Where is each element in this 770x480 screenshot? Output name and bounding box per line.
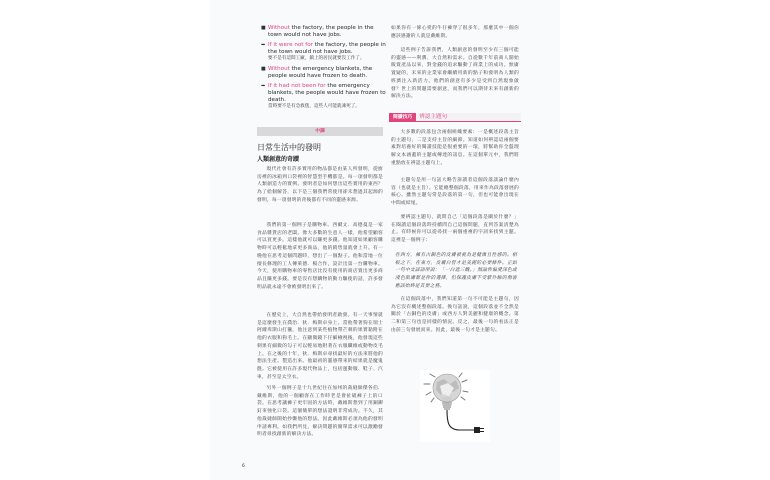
example-item bbox=[262, 42, 386, 63]
page-number: 6 bbox=[242, 464, 245, 469]
highlight-phrase: Without bbox=[268, 65, 290, 72]
tip-paragraph: 主題句是用一句話大略告訴讀者這個段落談論什麼內容（也就是主旨）。它能總整個段落，用來作為段落發展的核心。雖然主題句常是段落的第一句，但也可能會出現在中間或結尾。 bbox=[391, 178, 519, 207]
example-item bbox=[262, 83, 386, 111]
article-title: 日常生活中的發明 bbox=[257, 143, 321, 152]
example-sentences bbox=[262, 25, 386, 113]
reading-tip-badge: 閱讀技巧 bbox=[389, 113, 416, 122]
translation: 當時要不是有急救毯，這些人可能就凍死了。 bbox=[268, 103, 360, 109]
article-subtitle: 人類創意的奇蹟 bbox=[257, 156, 300, 163]
bullet-icon: ■ bbox=[261, 25, 266, 31]
reading-tip-title: 辨認主題句 bbox=[416, 113, 521, 122]
article-paragraph: 我們的第一個例子是購物車。西爾文．高德曼是一家食品雜貨店的老闆。像大多數的生意人一樣，他希望顧客可以買更多。這樣他就可以賺更多錢。他知道如果顧客購物時可以輕鬆地拿更多商品，他的銷售量就會上升。有一晚他在思考這個問題時，想出了一個點子。他和當地一位擅長修理的工人傳萊德．楊合作，設計出第一台購物車。今天，使用購物車的零售店比沒有使用的商店賣出更多商品且賺更多錢。要是沒有想購物的動力驅使的話，許多發明品就永遠不會被發明出來了。 bbox=[257, 223, 383, 290]
example-item bbox=[262, 66, 386, 80]
example-text: the emergency blankets, the people would have frozen to death. bbox=[268, 65, 373, 79]
arrow-icon: ➡ bbox=[261, 82, 266, 89]
article-paragraph: 另外一個例子是十九世紀住在加州的裁縫師傑各伯．戴維斯，他的一個顧客在工作時老是會扯破褲子上的口袋。在思考讓褲子更牢固的方法時，戴維斯想到了用銅鉚釘來強化口袋。這個簡單的想法證明非常成功。不久，其他裁縫師開始抄襲他的想法。因此戴維斯必須為他的發明申請專利。如我們所見，解決問題的簡單需求可以激勵發明者尋找創新的解決方法。 bbox=[257, 386, 383, 438]
translation: 要不是有這間工廠，鎮上的居民就要沒工作了。 bbox=[268, 56, 365, 61]
lightbulb-illustration bbox=[420, 370, 490, 442]
highlight-phrase: If it were not for bbox=[268, 42, 313, 48]
tip-paragraph: 要辨認主題句，就問自己「這個段落是關於什麼？」在閱讀這個段落時持續問自己這個問題，直到答案清楚為止。有時候你可以從尋找一兩個重複的字詞來找到主題。這裡是一個例子： bbox=[391, 215, 519, 244]
article-paragraph: 在歷史上，大自然也帶給發明者啟發。有一天事情就是這麼發生在喬治．狄．梅斯卓身上。當他帶著狗在瑞士阿爾卑斯山打獵，他注意到某些植物帶芒刺的果實黏附在他的衣服和狗毛上。在顯微鏡下仔細檢視後，他發現這些刺果有細微的勾子可以輕易地附著在衣服纖維或動物皮毛上。在之後的十年，狄．梅斯卓尋找最好的方法來將他的想法生產。製造出來。他最初的靈感帶來的結果就是魔鬼氈。它被使用在許多現代物品上，包括運動服、鞋子、汽車，甚至是太空衣。 bbox=[257, 313, 383, 380]
bullet-icon: ■ bbox=[261, 65, 266, 72]
reading-tip-header bbox=[389, 113, 521, 122]
tip-paragraph: 在這個段落中，我們知道第一句不可能是主題句，因為它沒有概述整個段落。換句話說，這個段落並不全然是關於「古銅色的皮膚」或西方人對美麗和健康的概念。第二和第三句也是同樣的情況。反之，最後一句的看法正是由前三句發展而來。因此，最後一句才是主題句。 bbox=[391, 297, 519, 333]
tip-example-paragraph: 在西方，擁有古銅色的皮膚被視為是健康且性感的。相較之下，在東方，皮膚白皙才是美麗的必要條件。正如一句中文諺語所說：「一白遮三醜。」無論你偏愛深色或淺色肌膚都是你的選擇，但保護皮膚不受紫外線的傷害應該始終是首要之務。 bbox=[395, 253, 517, 289]
crumpled-paper-bulb-icon bbox=[420, 370, 490, 442]
highlight-phrase: If it had not been for bbox=[268, 82, 326, 89]
section-label-bar: 中譯 bbox=[257, 127, 383, 136]
example-text: the factory, the people in the town would not have jobs. bbox=[268, 25, 374, 38]
example-item bbox=[262, 25, 386, 39]
article-paragraph: 如果你有一條心愛的牛仔褲穿了很多年，那麼其中一個你應該感謝的人就是戴維斯。 bbox=[391, 26, 519, 39]
arrow-icon: ➡ bbox=[261, 42, 266, 48]
example-text: the factory, the people in the town would not have jobs. bbox=[268, 42, 386, 55]
highlight-phrase: Without bbox=[268, 25, 290, 31]
example-text: the emergency blankets, the people would have frozen to death. bbox=[268, 82, 386, 103]
article-paragraph: 這些例子告訴我們，人類創意的發明至少有三個可能的靈感——利潤、大自然和需求。自從數千年前商人開始販賣產品以來，對金錢的追求驅動了商業上的成功。無庸置疑的，未來的企業家會繼續用新的點子和發明為人類的經濟注入新活力。他們的創意有多少是受到自然現象啟發？世上的問題需要創意，而我們可以期待未來有創新的解決方法。 bbox=[391, 48, 519, 100]
tip-paragraph: 大多數的段落包含兩個組織要素：一是概述段落主旨的主題句，二是支持主旨的細節。知道如何辨認這兩個要素對培養好的閱讀技能是很重要的一環，將幫助你全盤理解文本涵蓋的主題或傳達的訊息。在這個單元中，我們將重點放在辨認主題句上。 bbox=[391, 130, 519, 166]
article-paragraph: 現代社會有許多實用的物品都是由某人所發明，從廚房裡的冰箱到口袋裡的智慧型手機都是。每一項發明都是人類創造力的實例。發明者是如何想出這些實用的東西？為了給個解答，以下是三個我們常使用卻未想過其起源的發明，每一項發明的背後都有不同的靈感來源。 bbox=[257, 167, 383, 203]
